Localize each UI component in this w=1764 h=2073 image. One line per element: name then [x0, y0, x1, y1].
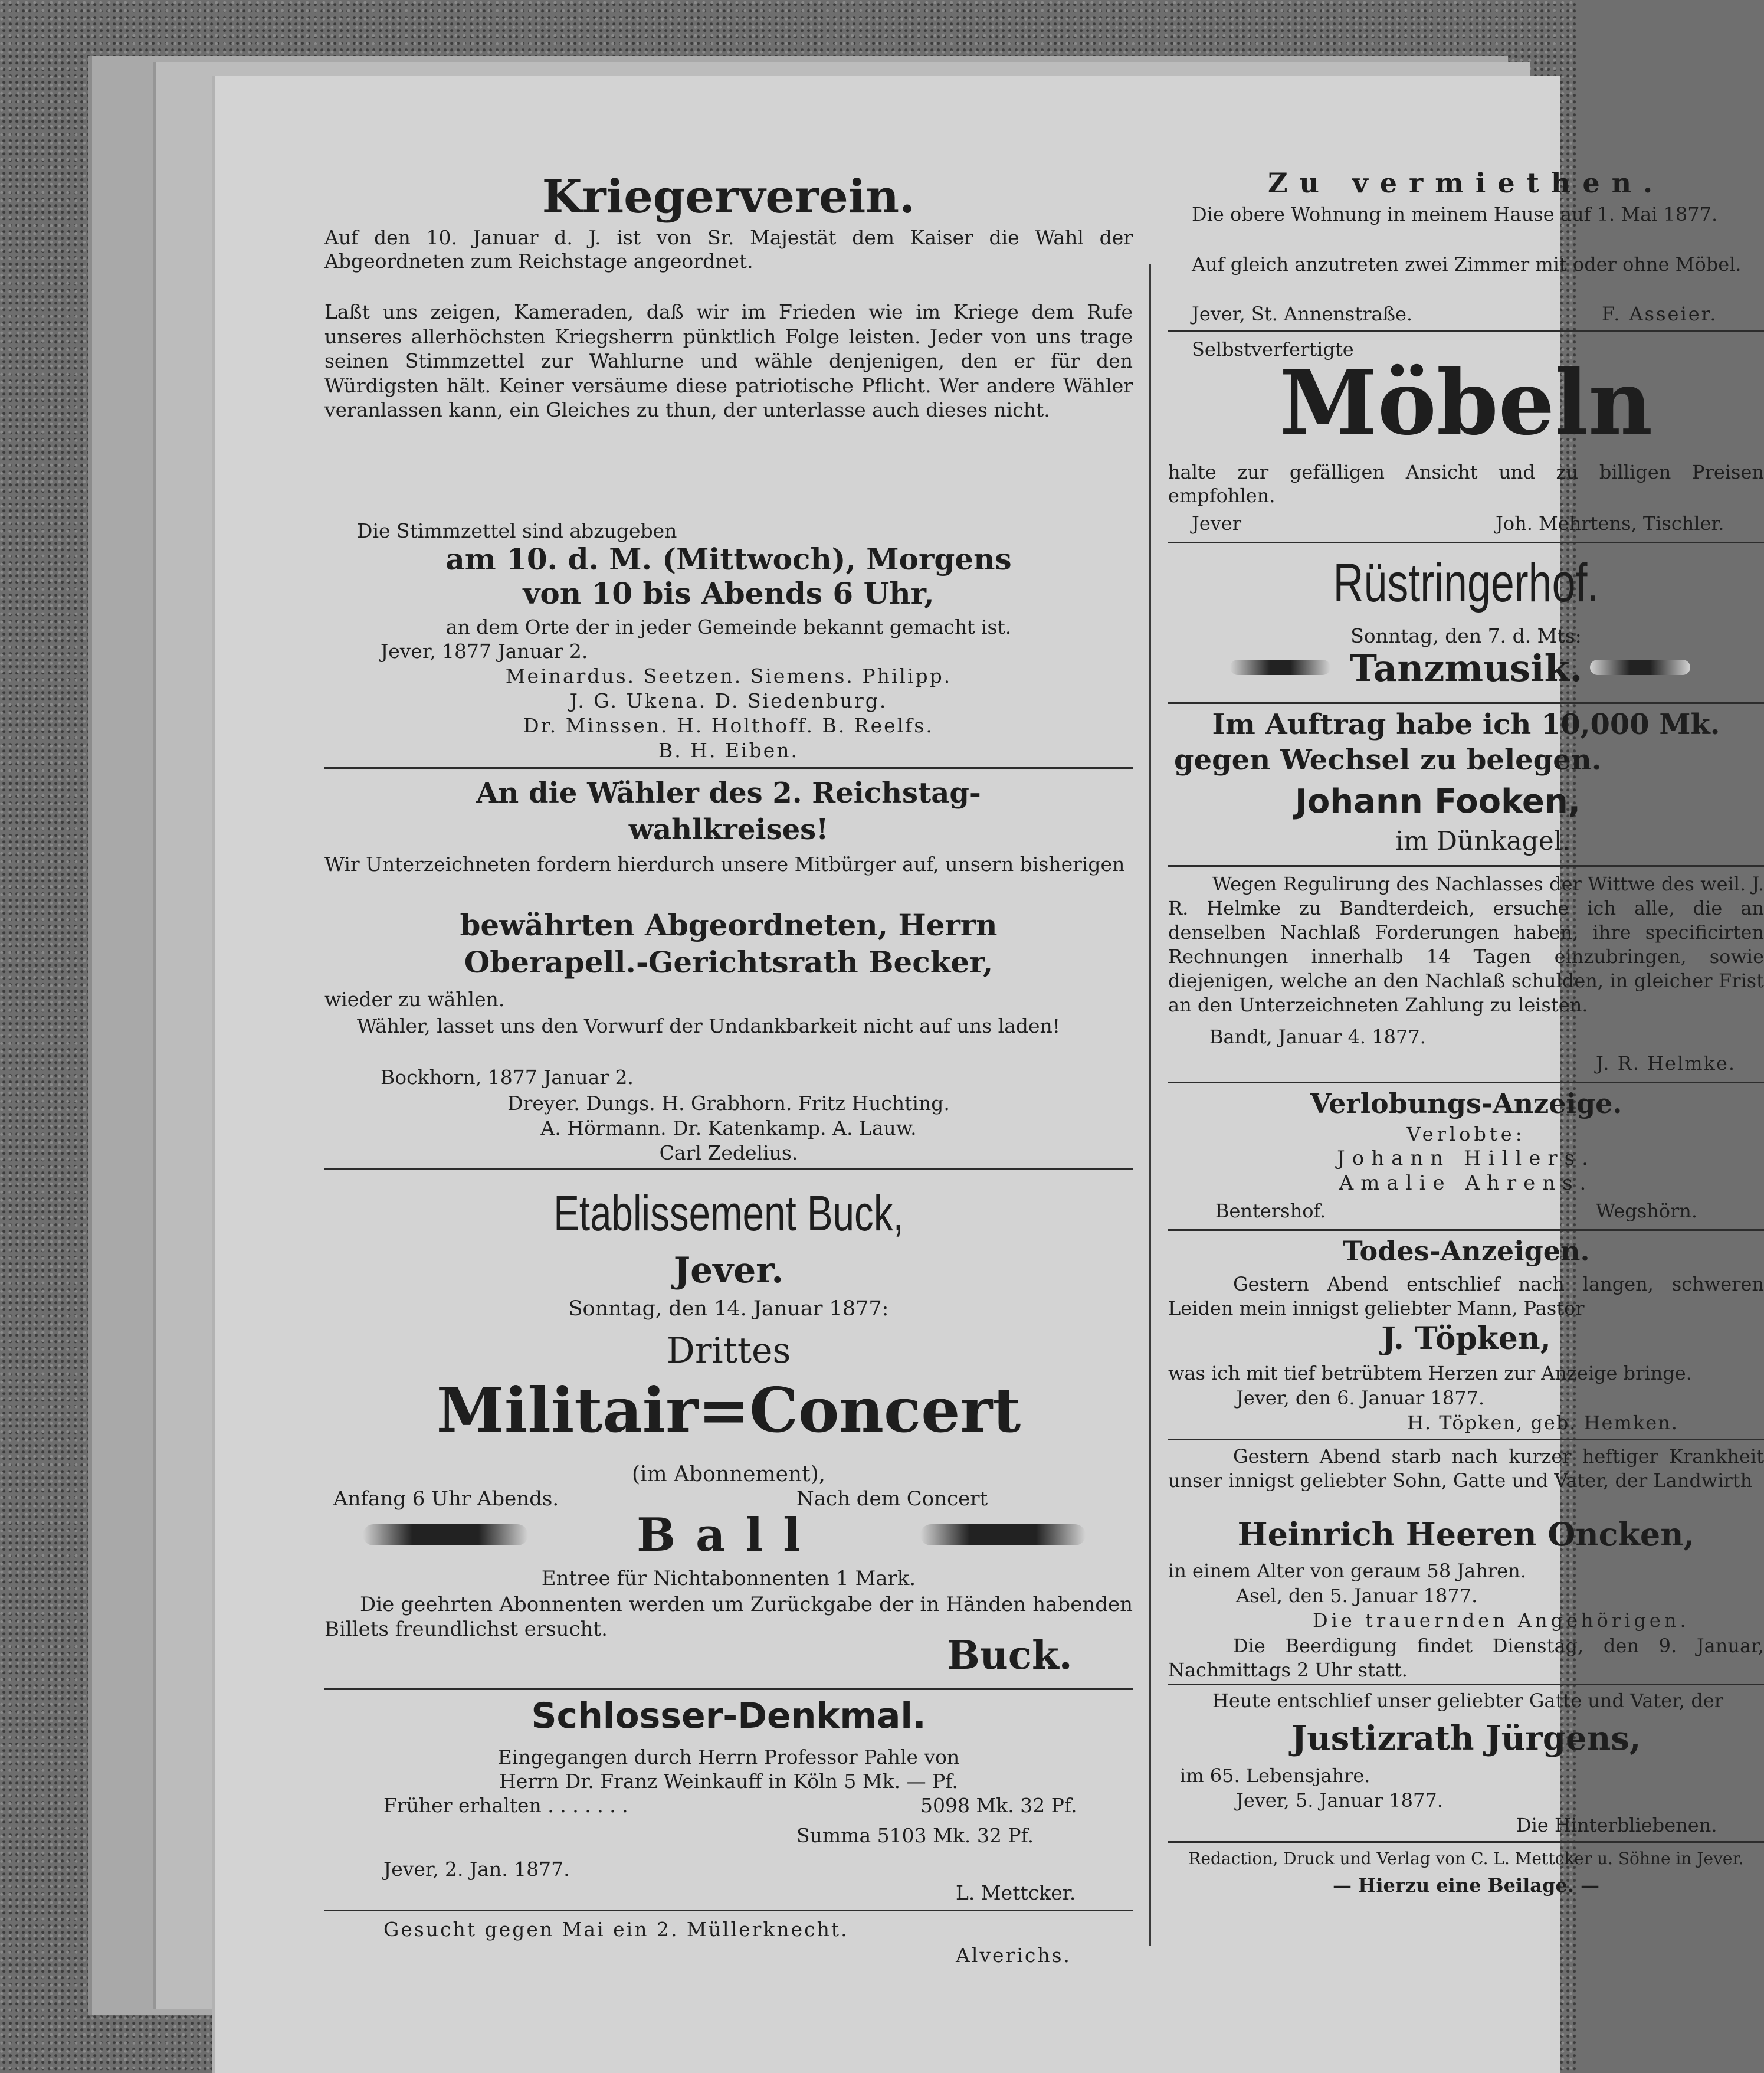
- vermiethen-title: Zu vermiethen.: [1267, 167, 1665, 199]
- auftrag-l1: Im Auftrag habe ich 10,000 Mk.: [1212, 708, 1720, 741]
- verlobung-name2: Amalie Ahrens.: [1339, 1171, 1593, 1195]
- divider: [324, 1168, 1133, 1170]
- nachlass-p1: Wegen Regulirung des Nachlasses der Wittwe des weil. J. R. Helmke zu Bandterdeich, ersuche ich alle, die an denselben Nachlaß Forderungen haben, ihre specificirten Rechnungen innerhalb 14 Tagen einzubringen, sowie diejenigen, welche an den Nachlaß schulden, in gleicher Frist an den Unterzeichneten Zahlung zu leisten.: [1168, 873, 1764, 1016]
- todes-p6: Heute entschlief unser geliebter Gatte und Vater, der: [1212, 1689, 1724, 1712]
- gesucht-text: Gesucht gegen Mai ein 2. Müllerknecht.: [383, 1918, 849, 1941]
- buck-drittes: Drittes: [666, 1330, 791, 1371]
- nachlass-date: Bandt, Januar 4. 1877.: [1209, 1026, 1426, 1048]
- ornament-right-icon: [1590, 660, 1690, 675]
- moebeln-title: Möbeln: [1279, 351, 1653, 455]
- schlosser-line3a: Früher erhalten . . . . . . .: [383, 1794, 628, 1817]
- todes-p1: Gestern Abend entschlief nach langen, schweren Leiden mein innigst geliebter Mann, Pastor: [1168, 1273, 1764, 1319]
- kriegerverein-names1: Meinardus. Seetzen. Siemens. Philipp.: [505, 664, 952, 687]
- kriegerverein-title: Kriegerverein.: [542, 170, 916, 224]
- todes-name1: J. Töpken,: [1381, 1321, 1551, 1357]
- footer-imprint: Redaction, Druck und Verlag von C. L. Mettcker u. Söhne in Jever.: [1188, 1849, 1744, 1868]
- schlosser-sign: L. Mettcker.: [956, 1881, 1076, 1904]
- ornament-right-icon: [920, 1524, 1086, 1545]
- gesucht-sign: Alverichs.: [956, 1944, 1072, 1967]
- kriegerverein-time2: von 10 bis Abends 6 Uhr,: [523, 576, 935, 611]
- buck-ball: Ball: [637, 1508, 821, 1562]
- buck-title: Etablissement Buck,: [553, 1185, 904, 1241]
- ruestringer-title: Rüstringerhof.: [1333, 553, 1599, 613]
- schlosser-line2: Herrn Dr. Franz Weinkauff in Köln 5 Mk. — Pf.: [499, 1770, 958, 1793]
- moebeln-p1: halte zur gefälligen Ansicht und zu billigen Preisen empfohlen.: [1168, 461, 1764, 507]
- ruestringer-date: Sonntag, den 7. d. Mts:: [1350, 624, 1582, 647]
- column-divider: [1149, 264, 1151, 1946]
- newspaper-page: [215, 76, 1764, 2073]
- kriegerverein-date: Jever, 1877 Januar 2.: [381, 640, 588, 663]
- verlobung-title: Verlobungs-Anzeige.: [1310, 1088, 1622, 1119]
- moebeln-pre: Selbstverfertigte: [1192, 338, 1354, 361]
- buck-p1: Die geehrten Abonnenten werden um Zurückgabe der in Händen habenden Billets freundlichst ersucht.: [324, 1593, 1133, 1641]
- auftrag-place: im Dünkagel.: [1395, 826, 1570, 856]
- divider: [1168, 330, 1764, 332]
- schlosser-line3b: 5098 Mk. 32 Pf.: [920, 1794, 1077, 1817]
- vermiethen-p2: Auf gleich anzutreten zwei Zimmer mit oder ohne Möbel.: [1192, 253, 1742, 276]
- kriegerverein-names2: J. G. Ukena. D. Siedenburg.: [569, 689, 888, 712]
- kriegerverein-p4: an dem Orte der in jeder Gemeinde bekannt gemacht ist.: [445, 615, 1012, 638]
- divider: [324, 1688, 1133, 1690]
- ruestringer-tanzmusik: Tanzmusik.: [1349, 647, 1583, 690]
- todes-date1: Jever, den 6. Januar 1877.: [1236, 1387, 1485, 1409]
- moebeln-sign: Joh. Mehrtens, Tischler.: [1496, 512, 1724, 535]
- todes-title: Todes-Anzeigen.: [1342, 1235, 1590, 1267]
- divider: [1168, 702, 1764, 704]
- waehler-p2: wieder zu wählen.: [324, 988, 505, 1011]
- moebeln-place: Jever: [1192, 512, 1242, 535]
- todes-p3: Gestern Abend starb nach kurzer heftiger Krankheit unser innigst geliebter Sohn, Gatte und Vater, der Landwirth: [1168, 1445, 1764, 1492]
- schlosser-date: Jever, 2. Jan. 1877.: [383, 1858, 570, 1881]
- waehler-title2: wahlkreises!: [628, 813, 829, 846]
- kriegerverein-names4: B. H. Eiben.: [658, 739, 799, 762]
- todes-sign3: Die Hinterbliebenen.: [1516, 1814, 1717, 1836]
- verlobung-name1: Johann Hillers.: [1337, 1147, 1595, 1170]
- divider: [324, 1910, 1133, 1911]
- divider: [1168, 1229, 1764, 1231]
- divider: [1168, 542, 1764, 543]
- buck-entree: Entree für Nichtabonnenten 1 Mark.: [541, 1567, 916, 1590]
- divider: [324, 767, 1133, 769]
- verlobung-sub: Verlobte:: [1406, 1123, 1526, 1145]
- todes-name3: Justizrath Jürgens,: [1291, 1719, 1641, 1758]
- kriegerverein-p3: Die Stimmzettel sind abzugeben: [357, 519, 677, 542]
- auftrag-name: Johann Fooken,: [1295, 782, 1581, 821]
- verlobung-place2: Wegshörn.: [1596, 1200, 1698, 1222]
- waehler-names2: A. Hörmann. Dr. Katenkamp. A. Lauw.: [540, 1116, 917, 1139]
- todes-p2: was ich mit tief betrübtem Herzen zur Anzeige bringe.: [1168, 1362, 1692, 1384]
- buck-concert-title: Militair=Concert: [436, 1374, 1021, 1446]
- nachlass-sign: J. R. Helmke.: [1596, 1052, 1736, 1075]
- waehler-names3: Carl Zedelius.: [659, 1141, 798, 1164]
- buck-anfang: Anfang 6 Uhr Abends.: [333, 1487, 559, 1511]
- todes-sign2: Die trauernden Angehörigen.: [1313, 1609, 1690, 1632]
- buck-nach: Nach dem Concert: [796, 1487, 988, 1511]
- divider: [1168, 1841, 1764, 1843]
- kriegerverein-names3: Dr. Minssen. H. Holthoff. B. Reelfs.: [523, 714, 934, 737]
- vermiethen-sign: F. Asseier.: [1602, 303, 1718, 325]
- todes-sign1: H. Töpken, geb. Hemken.: [1407, 1412, 1678, 1434]
- vermiethen-place: Jever, St. Annenstraße.: [1192, 303, 1413, 325]
- todes-name2: Heinrich Heeren Oncken,: [1237, 1515, 1695, 1553]
- schlosser-title: Schlosser-Denkmal.: [531, 1695, 926, 1737]
- waehler-date: Bockhorn, 1877 Januar 2.: [381, 1066, 634, 1089]
- waehler-title1: An die Wähler des 2. Reichstag-: [476, 777, 981, 810]
- footer-beilage: — Hierzu eine Beilage. —: [1332, 1874, 1600, 1897]
- todes-p5: Die Beerdigung findet Dienstag, den 9. Januar, Nachmittags 2 Uhr statt.: [1168, 1635, 1764, 1681]
- kriegerverein-time1: am 10. d. M. (Mittwoch), Morgens: [445, 542, 1012, 577]
- vermiethen-p1: Die obere Wohnung in meinem Hause auf 1. Mai 1877.: [1192, 203, 1718, 225]
- divider: [1168, 1439, 1764, 1440]
- buck-date: Sonntag, den 14. Januar 1877:: [568, 1297, 889, 1321]
- todes-p7: im 65. Lebensjahre.: [1180, 1764, 1370, 1787]
- waehler-names1: Dreyer. Dungs. H. Grabhorn. Fritz Huchting.: [507, 1092, 950, 1115]
- todes-date2: Asel, den 5. Januar 1877.: [1236, 1584, 1478, 1607]
- buck-sign: Buck.: [947, 1632, 1073, 1678]
- waehler-p1: Wir Unterzeichneten fordern hierdurch unsere Mitbürger auf, unsern bisherigen: [324, 853, 1125, 876]
- schlosser-line1: Eingegangen durch Herrn Professor Pahle von: [497, 1745, 960, 1769]
- todes-p4: in einem Alter von gerauм 58 Jahren.: [1168, 1560, 1526, 1582]
- verlobung-place1: Bentershof.: [1215, 1200, 1326, 1222]
- waehler-name1: bewährten Abgeordneten, Herrn: [460, 908, 998, 942]
- todes-date3: Jever, 5. Januar 1877.: [1236, 1789, 1443, 1812]
- divider: [1168, 1082, 1764, 1083]
- buck-abonnement: (im Abonnement),: [631, 1462, 826, 1486]
- waehler-name2: Oberapell.-Gerichtsrath Becker,: [464, 945, 994, 980]
- divider: [1168, 865, 1764, 867]
- waehler-p3: Wähler, lasset uns den Vorwurf der Undankbarkeit nicht auf uns laden!: [357, 1014, 1061, 1037]
- kriegerverein-p1: Auf den 10. Januar d. J. ist von Sr. Majestät dem Kaiser die Wahl der Abgeordneten zum Reichstage angeordnet.: [324, 226, 1133, 273]
- auftrag-l2: gegen Wechsel zu belegen.: [1174, 744, 1602, 777]
- buck-place: Jever.: [673, 1250, 784, 1291]
- schlosser-total: Summa 5103 Mk. 32 Pf.: [796, 1824, 1034, 1847]
- kriegerverein-p2: Laßt uns zeigen, Kameraden, daß wir im Frieden wie im Kriege dem Rufe unseres allerhöchsten Kriegsherrn pünktlich Folge leisten. Jeder von uns trage seinen Stimmzettel zur Wahlurne und wähle denjenigen, den er für den Würdigsten hält. Keiner versäume diese patriotische Pflicht. Wer andere Wähler veranlassen kann, ein Gleiches zu thun, der unterlasse auch dieses nicht.: [324, 300, 1133, 421]
- divider: [1168, 1684, 1764, 1685]
